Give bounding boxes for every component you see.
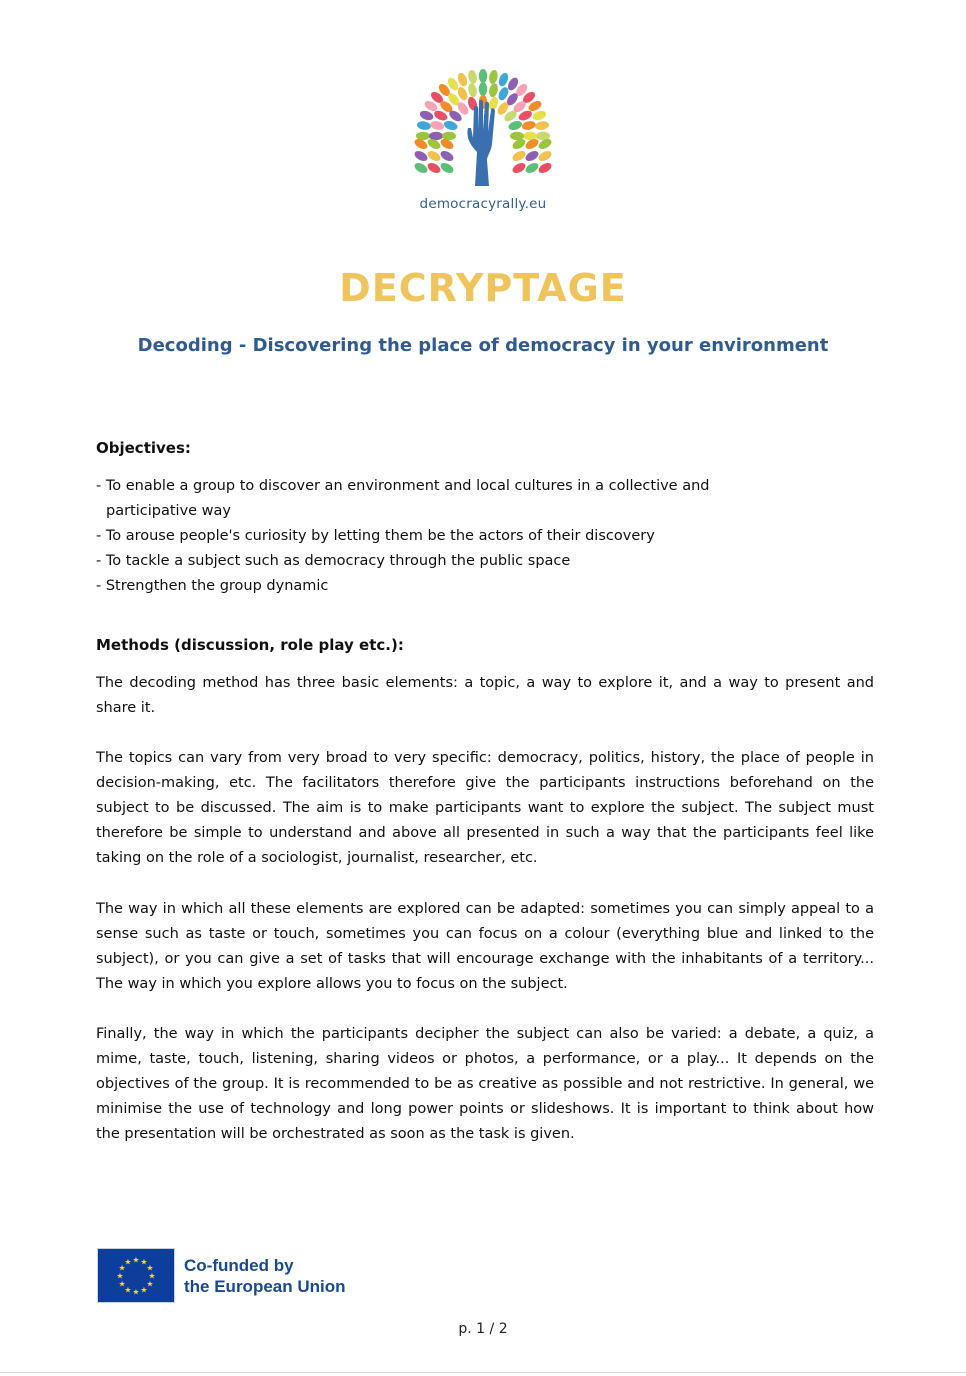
logo-leaf	[416, 120, 431, 131]
eu-star-icon: ★	[118, 1263, 126, 1273]
logo-leaf	[413, 149, 429, 163]
methods-paragraph-4: Finally, the way in which the participants decipher the subject can also be varied: a debate, a quiz, a mime, taste, touch, listening, sharing videos or photos, a performance, or a play... It depends on the objectives of the group. It is recommended to be as creative as possible and not restrictive. In general, we minimise the use of technology and long power points or slideshows. It is important to think about how the presentation will be orchestrated as soon as the task is given.	[96, 1026, 874, 1142]
logo-leaf	[510, 132, 524, 140]
logo-leaf	[429, 132, 443, 140]
eu-star-icon: ★	[146, 1279, 154, 1289]
objective-item: - To enable a group to discover an environment and local cultures in a collective and participative way	[96, 478, 710, 519]
eu-star-icon: ★	[140, 1285, 148, 1295]
eu-cofunded-badge	[97, 1248, 346, 1303]
logo-leaf	[537, 149, 553, 163]
methods-paragraph-1: The decoding method has three basic elements: a topic, a way to explore it, and a way to present and share it.	[96, 675, 874, 716]
logo-leaf	[511, 149, 527, 163]
logo-leaf	[442, 132, 456, 140]
tree-hand-logo-icon	[413, 64, 553, 190]
logo-leaf	[467, 69, 478, 84]
logo-leaf	[479, 82, 487, 96]
methods-paragraph-3: The way in which all these elements are explored can be adapted: sometimes you can simply appeal to a sense such as taste or touch, sometimes you can focus on a colour (everything blue and linked to the subject), or you can give a set of tasks that will encourage exchange with the inhabitants of a territory... The way in which you explore allows you to focus on the subject.	[96, 901, 874, 992]
logo-leaf	[534, 120, 549, 131]
methods-heading: Methods (discussion, role play etc.):	[96, 636, 404, 654]
logo-leaf	[536, 132, 550, 140]
democracy-rally-logo	[393, 64, 573, 212]
logo-leaf	[443, 119, 459, 131]
page-bottom-divider	[0, 1372, 966, 1373]
objective-item: - To tackle a subject such as democracy through the public space	[96, 553, 571, 569]
logo-leaf	[524, 149, 540, 163]
logo-leaf	[511, 161, 527, 175]
methods-paragraph-2: The topics can vary from very broad to very specific: democracy, politics, history, the place of people in decision-making, etc. The facilitators therefore give the participants instructions beforehand on the subject to be discussed. The aim is to make participants want to explore the subject. The subject must therefore be simple to understand and above all presented in such a way that the participants feel like taking on the role of a sociologist, journalist, researcher, etc.	[96, 750, 874, 866]
page-number: p. 1 / 2	[458, 1321, 508, 1337]
logo-leaf	[426, 161, 442, 175]
objective-item: - Strengthen the group dynamic	[96, 578, 329, 594]
logo-leaf	[426, 149, 442, 163]
logo-leaf	[507, 119, 523, 131]
logo-leaf	[523, 132, 537, 140]
eu-star-icon: ★	[146, 1263, 154, 1273]
logo-leaf	[497, 72, 510, 88]
eu-flag-icon	[97, 1248, 175, 1303]
eu-star-icon: ★	[148, 1271, 156, 1281]
eu-star-icon: ★	[124, 1285, 132, 1295]
logo-leaf	[488, 82, 499, 98]
logo-leaf	[439, 149, 455, 163]
eu-cofunded-text	[184, 1255, 346, 1297]
eu-star-icon: ★	[118, 1279, 126, 1289]
eu-line-2: the European Union	[184, 1276, 346, 1296]
logo-leaf	[488, 69, 499, 84]
logo-url-text: democracyrally.eu	[419, 196, 547, 212]
document-subtitle: Decoding - Discovering the place of democracy in your environment	[137, 335, 829, 356]
logo-leaf	[419, 109, 435, 122]
eu-star-icon: ★	[124, 1257, 132, 1267]
logo-leaf	[479, 69, 487, 83]
logo-leaf	[467, 82, 478, 98]
logo-leaf	[439, 161, 455, 175]
logo-leaf	[524, 161, 540, 175]
logo-leaf	[456, 72, 469, 88]
logo-leaf	[429, 120, 445, 131]
logo-leaf	[537, 161, 553, 175]
objective-item: - To arouse people's curiosity by letting them be the actors of their discovery	[96, 528, 655, 544]
eu-star-icon: ★	[132, 1255, 140, 1265]
eu-star-icon: ★	[132, 1287, 140, 1297]
objectives-heading: Objectives:	[96, 439, 191, 457]
logo-leaf	[531, 109, 547, 122]
objectives-list	[96, 474, 876, 599]
eu-star-icon: ★	[116, 1271, 124, 1281]
logo-leaf	[413, 161, 429, 175]
eu-line-1: Co-funded by	[184, 1255, 294, 1275]
logo-leaf	[521, 120, 537, 131]
document-title: DECRYPTAGE	[339, 266, 627, 310]
eu-star-icon: ★	[140, 1257, 148, 1267]
logo-leaf	[416, 132, 430, 140]
